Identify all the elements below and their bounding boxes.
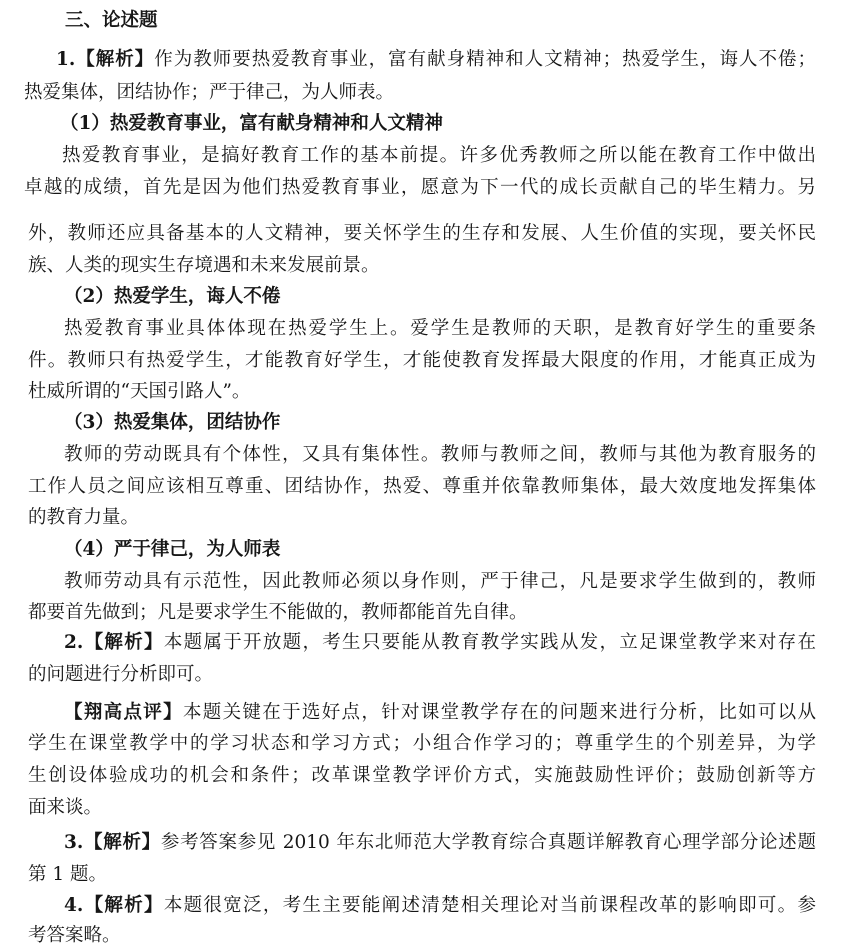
- q1-sub1-p1-line1: 热爱教育事业，是搞好教育工作的基本前提。许多优秀教师之所以能在教育工作中做出: [62, 145, 816, 166]
- q3-line2: 第 1 题。: [28, 864, 108, 885]
- q3-line1-text: 参考答案参见 2010 年东北师范大学教育综合真题详解教育心理学部分论述题: [160, 832, 816, 853]
- q2-comment-line1-text: 本题关键在于选好点，针对课堂教学存在的问题来进行分析，比如可以从: [182, 702, 816, 723]
- q1-sub1-heading: （1）热爱教育事业，富有献身精神和人文精神: [60, 113, 443, 134]
- q1-sub2-line3: 杜威所谓的“天国引路人”。: [28, 381, 251, 402]
- q2-line1-text: 本题属于开放题，考生只要能从教育教学实践从发，立足课堂教学来对存在: [163, 632, 816, 653]
- section-title: 三、论述题: [65, 10, 158, 31]
- q1-intro-line2: 热爱集体，团结协作；严于律己，为人师表。: [24, 82, 395, 103]
- q4-line1-text: 本题很宽泛，考生主要能阐述清楚相关理论对当前课程改革的影响即可。参: [163, 895, 816, 916]
- q2-line2: 的问题进行分析即可。: [28, 664, 214, 685]
- q2-comment-line4: 面来谈。: [28, 797, 103, 818]
- q1-sub3-line1: 教师的劳动既具有个体性，又具有集体性。教师与教师之间，教师与其他为教育服务的: [64, 444, 816, 465]
- q1-intro-text: 作为教师要热爱教育事业，富有献身精神和人文精神；热爱学生，诲人不倦；: [154, 49, 816, 70]
- q2-line1: [64, 630, 816, 656]
- q4-tag: 4.【解析】: [64, 895, 164, 916]
- q2-comment-line2: 学生在课堂教学中的学习状态和学习方式；小组合作学习的；尊重学生的个别差异，为学: [28, 733, 816, 754]
- q4-line1: [64, 893, 816, 919]
- q1-sub3-heading: （3）热爱集体，团结协作: [64, 412, 281, 433]
- q1-sub4-line1: 教师劳动具有示范性，因此教师必须以身作则，严于律己，凡是要求学生做到的，教师: [64, 571, 816, 592]
- q2-tag: 2.【解析】: [64, 632, 164, 653]
- q3-line1: [64, 830, 816, 856]
- q1-sub2-heading: （2）热爱学生，诲人不倦: [64, 286, 281, 307]
- q1-tag: 1.【解析】: [56, 49, 155, 70]
- q1-sub1-p2-line1: 外，教师还应具备基本的人文精神，要关怀学生的生存和发展、人生价值的实现，要关怀民: [28, 223, 816, 244]
- q1-sub4-line2: 都要首先做到；凡是要求学生不能做的，教师都能首先自律。: [28, 602, 528, 623]
- q2-comment-line1: [64, 700, 816, 726]
- q3-tag: 3.【解析】: [64, 832, 161, 853]
- q1-intro-line1: [56, 47, 816, 73]
- q1-sub2-line1: 热爱教育事业具体体现在热爱学生上。爱学生是教师的天职，是教育好学生的重要条: [64, 318, 816, 339]
- q4-line2: 考答案略。: [28, 925, 121, 946]
- q1-sub3-line3: 的教育力量。: [28, 507, 140, 528]
- q1-sub1-p1-line2: 卓越的成绩，首先是因为他们热爱教育事业，愿意为下一代的成长贡献自己的毕生精力。另: [24, 177, 816, 198]
- q2-comment-line3: 生创设体验成功的机会和条件；改革课堂教学评价方式，实施鼓励性评价；鼓励创新等方: [28, 765, 816, 786]
- q1-sub4-heading: （4）严于律己，为人师表: [64, 539, 281, 560]
- q1-sub3-line2: 工作人员之间应该相互尊重、团结协作，热爱、尊重并依靠教师集体，最大效度地发挥集体: [28, 476, 816, 497]
- q1-sub1-p2-line2: 族、人类的现实生存境遇和未来发展前景。: [28, 255, 380, 276]
- q2-comment-tag: 【翔高点评】: [64, 702, 183, 723]
- q1-sub2-line2: 件。教师只有热爱学生，才能教育好学生，才能使教育发挥最大限度的作用，才能真正成为: [28, 350, 816, 371]
